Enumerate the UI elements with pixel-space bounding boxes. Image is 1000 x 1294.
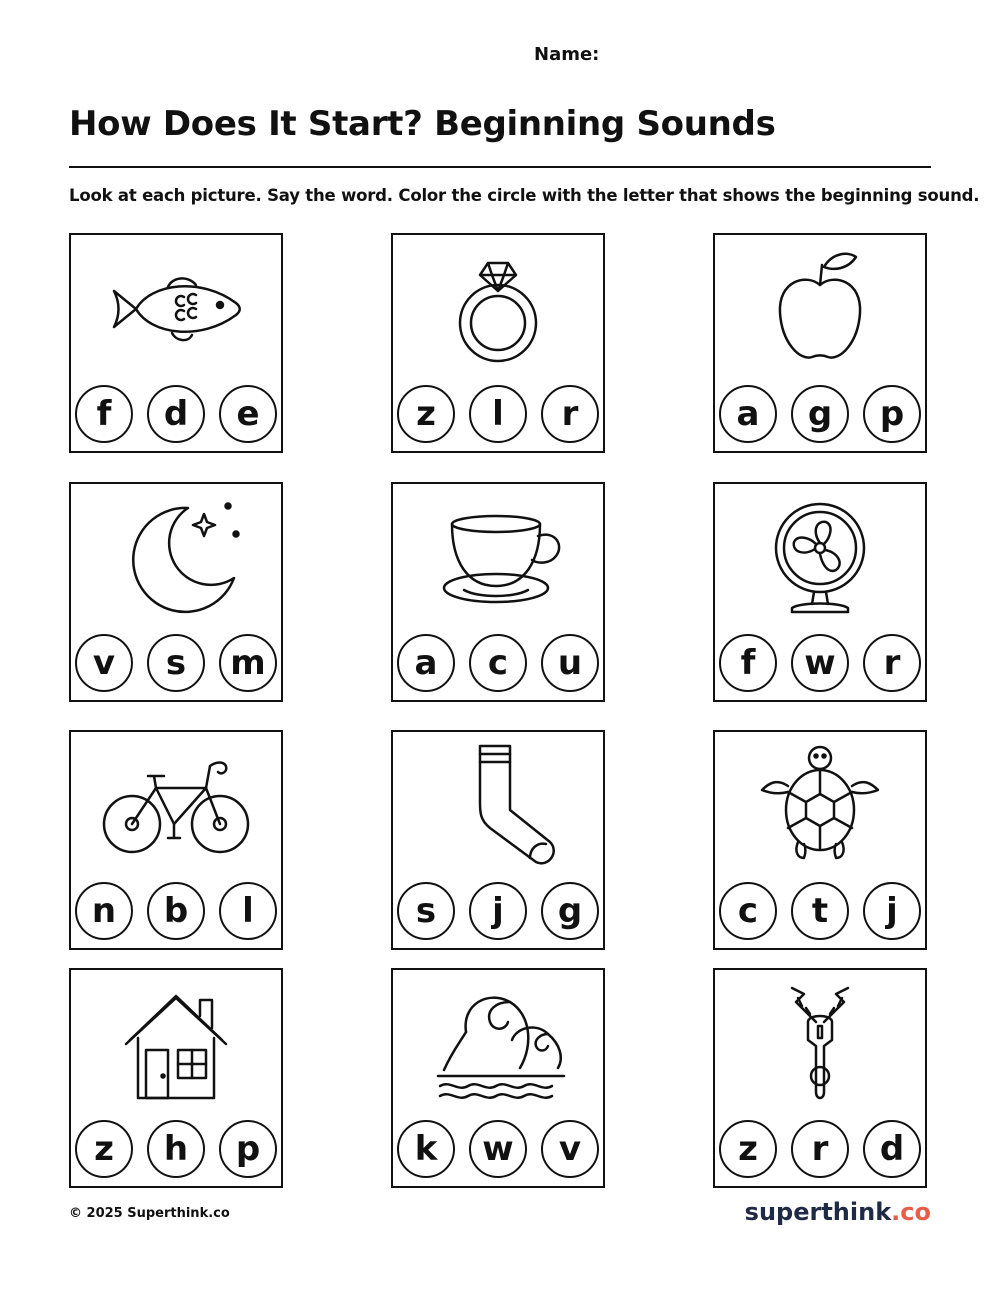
letter-option[interactable]: z — [719, 1120, 777, 1178]
fish-icon — [96, 245, 256, 369]
letter-option[interactable]: h — [147, 1120, 205, 1178]
brand-name: superthink — [744, 1198, 892, 1226]
letter-option[interactable]: w — [469, 1120, 527, 1178]
bicycle-icon — [96, 742, 256, 866]
letter-option[interactable]: c — [719, 882, 777, 940]
house-icon — [96, 980, 256, 1104]
letter-option[interactable]: r — [863, 634, 921, 692]
picture-card — [391, 482, 605, 702]
picture-card — [713, 730, 927, 950]
letter-option[interactable]: d — [863, 1120, 921, 1178]
letter-option[interactable]: f — [719, 634, 777, 692]
picture-card — [713, 968, 927, 1188]
letter-option[interactable]: r — [541, 385, 599, 443]
instructions: Look at each picture. Say the word. Color the circle with the letter that shows the beginning sound. — [69, 186, 980, 205]
picture-card — [69, 482, 283, 702]
picture-card — [391, 730, 605, 950]
picture-card — [69, 233, 283, 453]
letter-option[interactable]: u — [541, 634, 599, 692]
brand-suffix: .co — [891, 1198, 931, 1226]
cup-icon — [418, 494, 578, 618]
letter-option[interactable]: s — [397, 882, 455, 940]
letter-option[interactable]: z — [75, 1120, 133, 1178]
moon-icon — [96, 494, 256, 618]
title-divider — [69, 166, 931, 168]
letter-option[interactable]: g — [541, 882, 599, 940]
picture-card — [713, 482, 927, 702]
letter-option[interactable]: l — [469, 385, 527, 443]
letter-option[interactable]: b — [147, 882, 205, 940]
letter-option[interactable]: s — [147, 634, 205, 692]
ring-icon — [418, 245, 578, 369]
sock-icon — [418, 742, 578, 866]
picture-card — [69, 730, 283, 950]
letter-option[interactable]: r — [791, 1120, 849, 1178]
brand-logo — [745, 1198, 931, 1226]
letter-option[interactable]: a — [397, 634, 455, 692]
letter-option[interactable]: v — [541, 1120, 599, 1178]
letter-option[interactable]: a — [719, 385, 777, 443]
picture-card — [713, 233, 927, 453]
turtle-icon — [740, 742, 900, 866]
fan-icon — [740, 494, 900, 618]
picture-card — [391, 968, 605, 1188]
letter-option[interactable]: k — [397, 1120, 455, 1178]
letter-option[interactable]: p — [863, 385, 921, 443]
letter-option[interactable]: m — [219, 634, 277, 692]
letter-option[interactable]: d — [147, 385, 205, 443]
letter-option[interactable]: w — [791, 634, 849, 692]
letter-option[interactable]: j — [469, 882, 527, 940]
zipper-icon — [740, 980, 900, 1104]
letter-option[interactable]: j — [863, 882, 921, 940]
letter-option[interactable]: f — [75, 385, 133, 443]
letter-option[interactable]: g — [791, 385, 849, 443]
letter-option[interactable]: t — [791, 882, 849, 940]
picture-card — [69, 968, 283, 1188]
letter-option[interactable]: p — [219, 1120, 277, 1178]
letter-option[interactable]: v — [75, 634, 133, 692]
page-title: How Does It Start? Beginning Sounds — [69, 104, 776, 144]
letter-option[interactable]: c — [469, 634, 527, 692]
letter-option[interactable]: l — [219, 882, 277, 940]
name-label: Name: — [534, 44, 600, 65]
apple-icon — [740, 245, 900, 369]
wave-icon — [418, 980, 578, 1104]
letter-option[interactable]: z — [397, 385, 455, 443]
letter-option[interactable]: e — [219, 385, 277, 443]
letter-option[interactable]: n — [75, 882, 133, 940]
picture-card — [391, 233, 605, 453]
copyright-text: © 2025 Superthink.co — [69, 1206, 230, 1221]
